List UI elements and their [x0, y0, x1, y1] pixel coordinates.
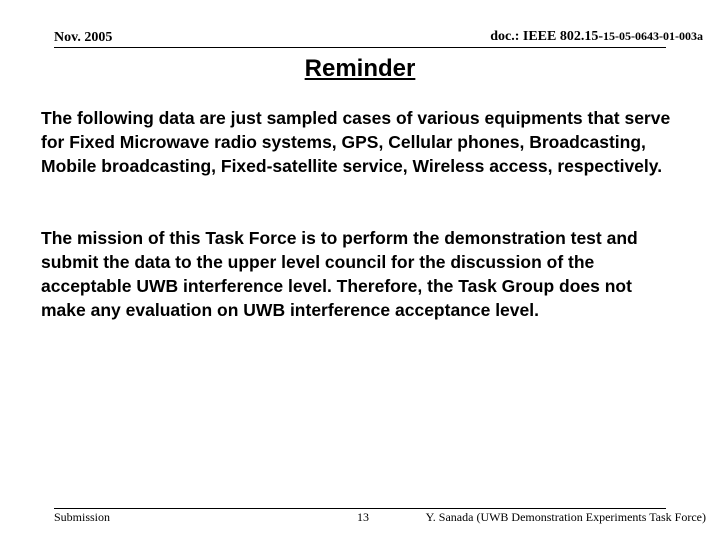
header-doc-number: 15-05-0643-01-003a [603, 29, 703, 43]
slide-title: Reminder [304, 55, 416, 82]
header-doc-id [490, 27, 703, 45]
footer-divider [54, 508, 666, 509]
footer-submission: Submission [54, 510, 111, 524]
footer-page-number: 13 [357, 510, 369, 524]
header-doc-prefix: doc.: IEEE 802.15- [490, 29, 604, 44]
body-paragraph-2: The mission of this Task Force is to perform the demonstration test and submit the data to the upper level council for the discussion of the acceptable UWB interference level. Therefore, the Task Group does not make any evaluation on UWB interference acceptance level. [41, 228, 638, 320]
header-divider [54, 47, 666, 48]
slide-title-container [0, 55, 720, 83]
body-paragraph-1: The following data are just sampled cases of various equipments that serve for Fixed Microwave radio systems, GPS, Cellular phones, Broadcasting, Mobile broadcasting, Fixed-satellite service, Wireless access, respectively. [41, 108, 671, 176]
header-date: Nov. 2005 [54, 30, 113, 45]
footer-author: Y. Sanada (UWB Demonstration Experiments Task Force) [425, 510, 706, 524]
